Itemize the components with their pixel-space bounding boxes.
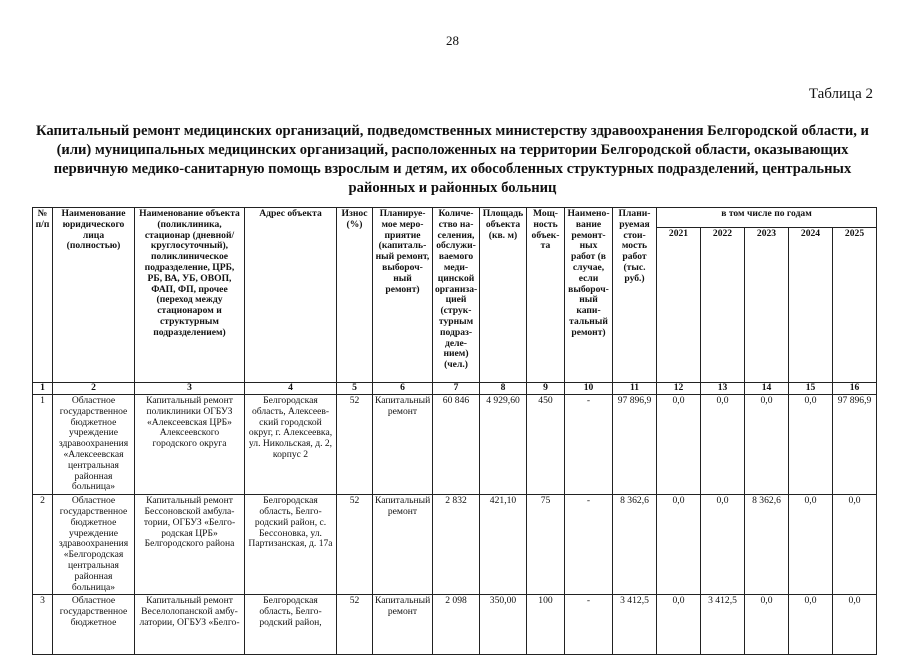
cell-entity: Областное государственное бюджетное учреждение здравоохранения «Белгородская центральная районная больница» [53, 495, 135, 595]
column-number: 4 [245, 383, 337, 395]
cell-area: 4 929,60 [480, 395, 527, 495]
header-year-2022: 2022 [701, 228, 745, 383]
cell-wear: 52 [337, 595, 373, 655]
cell-year-2021: 0,0 [657, 495, 701, 595]
cell-cost: 8 362,6 [613, 495, 657, 595]
capital-repair-table [32, 207, 877, 655]
column-number: 6 [373, 383, 433, 395]
column-number: 7 [433, 383, 480, 395]
cell-year-2021: 0,0 [657, 395, 701, 495]
column-number: 15 [789, 383, 833, 395]
header-years-group: в том числе по годам [657, 208, 877, 228]
cell-year-2024: 0,0 [789, 395, 833, 495]
cell-cost: 3 412,5 [613, 595, 657, 655]
header-number: № п/п [33, 208, 53, 383]
column-number: 3 [135, 383, 245, 395]
cell-population: 60 846 [433, 395, 480, 495]
page-number: 28 [446, 33, 459, 48]
cell-number: 1 [33, 395, 53, 495]
column-number: 16 [833, 383, 877, 395]
column-number: 10 [565, 383, 613, 395]
cell-population: 2 098 [433, 595, 480, 655]
column-number: 13 [701, 383, 745, 395]
cell-area: 350,00 [480, 595, 527, 655]
header-activity: Планируе-мое меро-приятие (капиталь-ный ремонт, выбороч-ный ремонт) [373, 208, 433, 383]
cell-address: Белгородская область, Белго-родский район, с. Бессоновка, ул. Партизанская, д. 17а [245, 495, 337, 595]
column-number: 9 [527, 383, 565, 395]
cell-object: Капитальный ремонт Веселолопанской амбу-латории, ОГБУЗ «Белго- [135, 595, 245, 655]
column-numbers-row [33, 383, 877, 395]
header-object: Наименование объекта (поликлиника, стационар (дневной/ круглосуточный), поликлиническое подразделение, ЦРБ, РБ, ВА, УБ, ОВОП, ФАП, ФП, прочее (переход между стационаром и структурным подразделением) [135, 208, 245, 383]
column-number: 14 [745, 383, 789, 395]
column-number: 2 [53, 383, 135, 395]
cell-works: - [565, 395, 613, 495]
cell-year-2023: 0,0 [745, 595, 789, 655]
cell-wear: 52 [337, 395, 373, 495]
cell-year-2025: 0,0 [833, 595, 877, 655]
cell-entity: Областное государственное бюджетное учреждение здравоохранения «Алексеевская центральная районная больница» [53, 395, 135, 495]
header-cost: Плани-руемая стои-мость работ (тыс. руб.) [613, 208, 657, 383]
table-label: Таблица 2 [808, 86, 873, 102]
header-area: Площадь объекта (кв. м) [480, 208, 527, 383]
cell-object: Капитальный ремонт поликлиники ОГБУЗ «Алексеевская ЦРБ» Алексеевского городского округа [135, 395, 245, 495]
cell-cost: 97 896,9 [613, 395, 657, 495]
cell-year-2024: 0,0 [789, 495, 833, 595]
header-year-2024: 2024 [789, 228, 833, 383]
header-capacity: Мощ-ность объек-та [527, 208, 565, 383]
cell-population: 2 832 [433, 495, 480, 595]
header-year-2021: 2021 [657, 228, 701, 383]
table-row [33, 595, 877, 655]
cell-year-2025: 0,0 [833, 495, 877, 595]
column-number: 5 [337, 383, 373, 395]
header-entity: Наименование юридического лица (полностью) [53, 208, 135, 383]
cell-object: Капитальный ремонт Бессоновской амбула-тории, ОГБУЗ «Белго-родская ЦРБ» Белгородского района [135, 495, 245, 595]
cell-activity: Капитальный ремонт [373, 495, 433, 595]
cell-year-2025: 97 896,9 [833, 395, 877, 495]
cell-capacity: 75 [527, 495, 565, 595]
column-number: 8 [480, 383, 527, 395]
cell-year-2023: 0,0 [745, 395, 789, 495]
cell-capacity: 450 [527, 395, 565, 495]
cell-number: 2 [33, 495, 53, 595]
cell-year-2022: 0,0 [701, 395, 745, 495]
cell-area: 421,10 [480, 495, 527, 595]
header-year-2023: 2023 [745, 228, 789, 383]
cell-wear: 52 [337, 495, 373, 595]
document-title: Капитальный ремонт медицинских организаций, подведомственных министерству здравоохранения Белгородской области, и (или) муниципальных медицинских организаций, расположенных на территории Белгородской области, оказывающих первичную медико-санитарную помощь взрослым и детям, их обособленных структурных подразделений, центральных районных и районных больниц [36, 123, 869, 196]
column-number: 1 [33, 383, 53, 395]
table-row [33, 495, 877, 595]
header-address: Адрес объекта [245, 208, 337, 383]
cell-address: Белгородская область, Алексеев-ский городской округ, г. Алексеевка, ул. Никольская, д. 2, корпус 2 [245, 395, 337, 495]
header-year-2025: 2025 [833, 228, 877, 383]
cell-year-2022: 3 412,5 [701, 595, 745, 655]
cell-year-2024: 0,0 [789, 595, 833, 655]
header-population: Количе-ство на-селения, обслужи-ваемого меди-цинской организа-цией (струк-турным подраз-деле-нием) (чел.) [433, 208, 480, 383]
cell-activity: Капитальный ремонт [373, 395, 433, 495]
cell-activity: Капитальный ремонт [373, 595, 433, 655]
column-number: 11 [613, 383, 657, 395]
cell-address: Белгородская область, Белго-родский район, [245, 595, 337, 655]
cell-works: - [565, 595, 613, 655]
header-works: Наимено-вание ремонт-ных работ (в случае, если выбороч-ный капи-тальный ремонт) [565, 208, 613, 383]
cell-entity: Областное государственное бюджетное [53, 595, 135, 655]
cell-year-2021: 0,0 [657, 595, 701, 655]
cell-year-2022: 0,0 [701, 495, 745, 595]
table-row [33, 395, 877, 495]
column-number: 12 [657, 383, 701, 395]
header-wear: Износ (%) [337, 208, 373, 383]
cell-number: 3 [33, 595, 53, 655]
cell-capacity: 100 [527, 595, 565, 655]
cell-works: - [565, 495, 613, 595]
cell-year-2023: 8 362,6 [745, 495, 789, 595]
